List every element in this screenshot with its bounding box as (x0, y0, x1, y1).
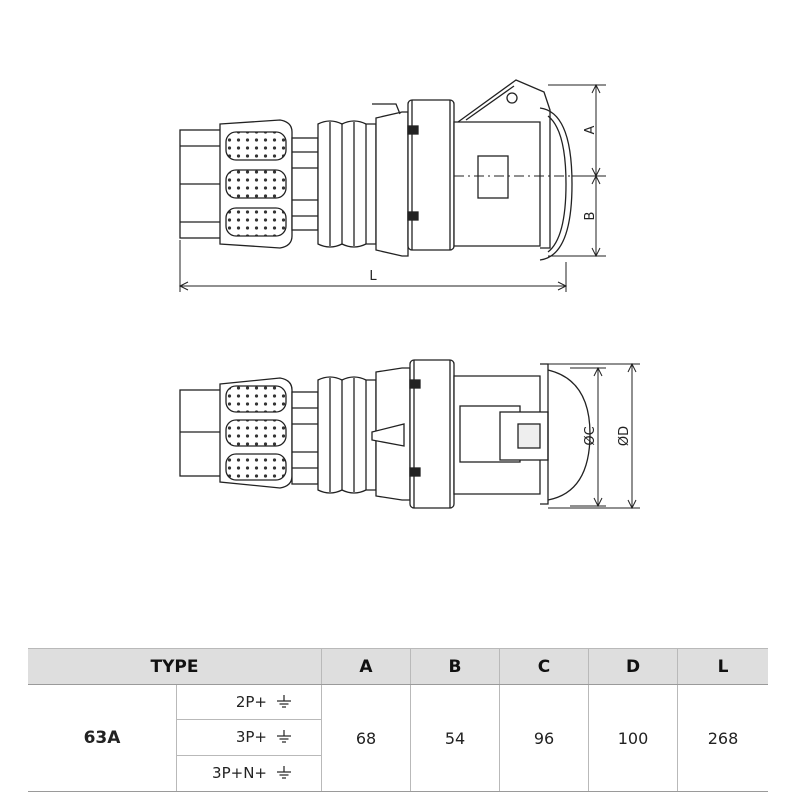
value-a: 68 (322, 685, 411, 791)
value-b: 54 (411, 685, 500, 791)
spec-table (28, 648, 768, 790)
earth-ground-icon (275, 766, 293, 780)
header-a: A (322, 649, 411, 685)
dim-l-label: L (369, 269, 377, 284)
top-view (180, 360, 590, 508)
value-c: 96 (500, 685, 589, 791)
dim-a-label: A (583, 125, 598, 135)
header-type: TYPE (28, 649, 322, 685)
header-l: L (717, 657, 729, 677)
value-d: 100 (589, 685, 678, 791)
earth-ground-icon (275, 730, 293, 744)
variant-item (177, 756, 321, 791)
dim-d-label: ØD (617, 425, 632, 447)
variant-label: 3P+ (235, 728, 267, 747)
dim-b-label: B (583, 211, 598, 221)
table-header-row (28, 648, 768, 685)
header-c: C (500, 649, 589, 685)
value-l: 268 (707, 728, 739, 748)
header-d: D (589, 649, 678, 685)
variant-label: 2P+ (235, 693, 267, 712)
earth-ground-icon (275, 695, 293, 709)
variant-item (177, 685, 321, 720)
variant-label: 3P+N+ (212, 764, 267, 783)
type-value: 63A (83, 728, 121, 748)
variant-list (176, 685, 322, 791)
variant-item (177, 720, 321, 755)
table-row (28, 684, 768, 792)
header-b: B (411, 649, 500, 685)
side-view (180, 80, 596, 260)
dim-c-label: ØC (583, 426, 598, 446)
